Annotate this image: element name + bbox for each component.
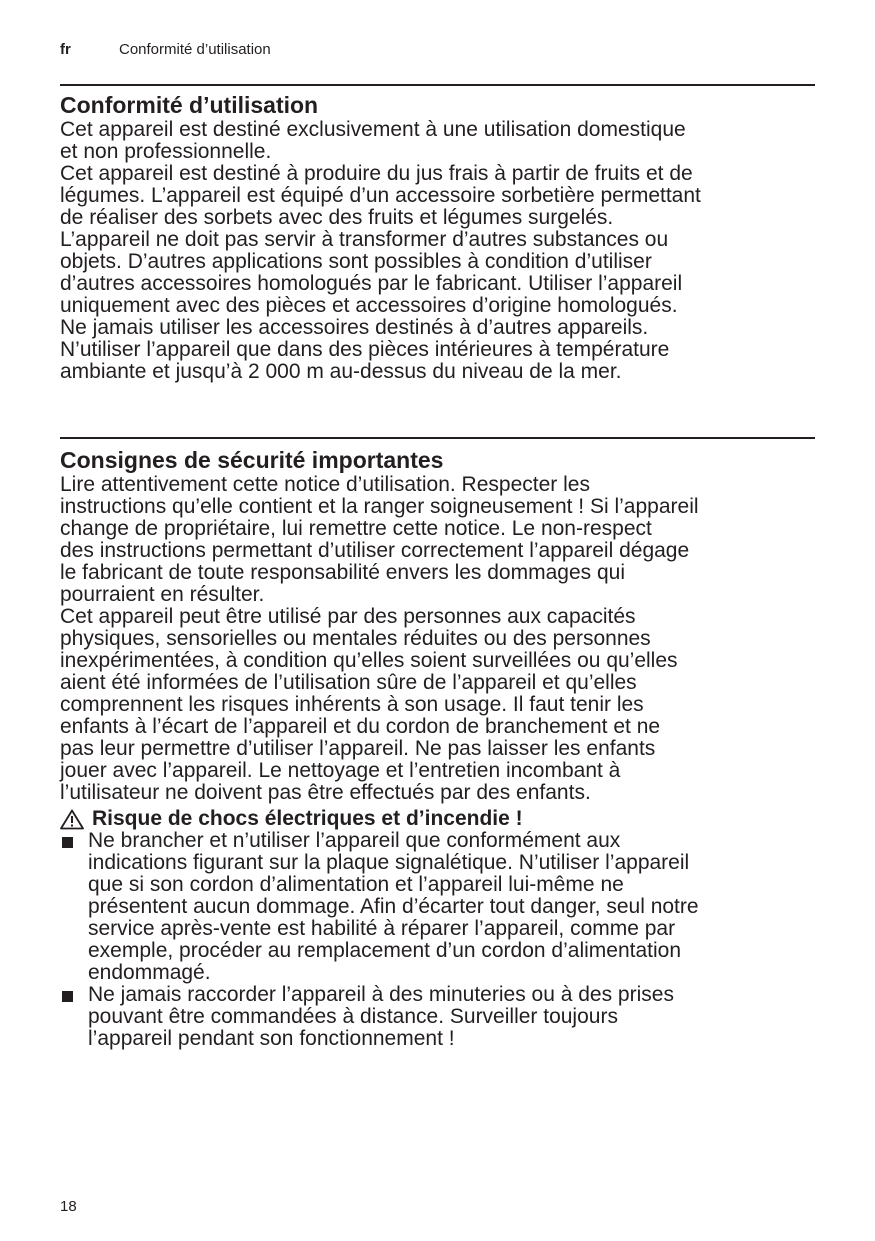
section-heading: Consignes de sécurité importantes xyxy=(60,447,444,473)
text-line: légumes. L’appareil est équipé d’un accessoire sorbetière permettant xyxy=(60,184,701,207)
text-line: jouer avec l’appareil. Le nettoyage et l’entretien incombant à xyxy=(60,759,621,782)
text-line: l’appareil pendant son fonctionnement ! xyxy=(88,1027,455,1050)
text-line: pas leur permettre d’utiliser l’appareil. Ne pas laisser les enfants xyxy=(60,737,656,760)
text-line: exemple, procéder au remplacement d’un cordon d’alimentation xyxy=(88,939,682,962)
text-line: L’appareil ne doit pas servir à transformer d’autres substances ou xyxy=(60,228,669,251)
text-line: Ne brancher et n’utiliser l’appareil que conformément aux xyxy=(88,829,621,852)
text-line: le fabricant de toute responsabilité envers les dommages qui xyxy=(60,561,625,584)
text-line: d’autres accessoires homologués par le fabricant. Utiliser l’appareil xyxy=(60,272,683,295)
section-body xyxy=(60,474,820,804)
text-line: enfants à l’écart de l’appareil et du cordon de branchement et ne xyxy=(60,715,661,738)
text-line: aient été informées de l’utilisation sûre de l’appareil et qu’elles xyxy=(60,671,637,694)
page-number: 18 xyxy=(60,1198,77,1215)
text-line: service après-vente est habilité à réparer l’appareil, comme par xyxy=(88,917,676,940)
running-header-title: Conformité d’utilisation xyxy=(119,41,271,58)
section-body xyxy=(60,119,820,383)
text-line: instructions qu’elle contient et la ranger soigneusement ! Si l’appareil xyxy=(60,495,699,518)
warning-triangle-icon xyxy=(60,809,84,830)
text-line: objets. D’autres applications sont possibles à condition d’utiliser xyxy=(60,250,652,273)
section-intended-use xyxy=(60,91,820,383)
text-line: physiques, sensorielles ou mentales réduites ou des personnes xyxy=(60,627,651,650)
list-item xyxy=(60,984,820,1050)
text-line: pouvant être commandées à distance. Surveiller toujours xyxy=(88,1005,618,1028)
warning-list xyxy=(60,830,820,1050)
text-line: inexpérimentées, à condition qu’elles soient surveillées ou qu’elles xyxy=(60,649,678,672)
text-line: Ne jamais raccorder l’appareil à des minuteries ou à des prises xyxy=(88,983,674,1006)
text-line: que si son cordon d’alimentation et l’appareil lui-même ne xyxy=(88,873,624,896)
text-line: endommagé. xyxy=(88,961,211,984)
text-line: Cet appareil est destiné exclusivement à une utilisation domestique xyxy=(60,118,686,141)
text-line: Cet appareil est destiné à produire du jus frais à partir de fruits et de xyxy=(60,162,693,185)
text-line: pourraient en résulter. xyxy=(60,583,265,606)
divider xyxy=(60,84,815,86)
text-line: N’utiliser l’appareil que dans des pièces intérieures à température xyxy=(60,338,670,361)
text-line: présentent aucun dommage. Afin d’écarter tout danger, seul notre xyxy=(88,895,699,918)
text-line: Cet appareil peut être utilisé par des personnes aux capacités xyxy=(60,605,636,628)
text-line: de réaliser des sorbets avec des fruits et légumes surgelés. xyxy=(60,206,614,229)
section-safety xyxy=(60,446,820,1050)
text-line: change de propriétaire, lui remettre cette notice. Le non-respect xyxy=(60,517,652,540)
text-line: indications figurant sur la plaque signalétique. N’utiliser l’appareil xyxy=(88,851,690,874)
text-line: uniquement avec des pièces et accessoires d’origine homologués. xyxy=(60,294,678,317)
text-line: comprennent les risques inhérents à son usage. Il faut tenir les xyxy=(60,693,644,716)
text-line: et non professionnelle. xyxy=(60,140,272,163)
text-line: Ne jamais utiliser les accessoires destinés à d’autres appareils. xyxy=(60,316,649,339)
divider xyxy=(60,437,815,439)
warning-heading: Risque de chocs électriques et d’incendie ! xyxy=(60,808,820,830)
section-heading: Conformité d’utilisation xyxy=(60,92,319,118)
text-line: ambiante et jusqu’à 2 000 m au-dessus du niveau de la mer. xyxy=(60,360,622,383)
text-line: Lire attentivement cette notice d’utilisation. Respecter les xyxy=(60,473,590,496)
language-code: fr xyxy=(60,41,71,58)
text-line: l’utilisateur ne doivent pas être effectués par des enfants. xyxy=(60,781,591,804)
list-item xyxy=(60,830,820,984)
bullet-square-icon xyxy=(62,837,73,848)
bullet-square-icon xyxy=(62,991,73,1002)
text-line: des instructions permettant d’utiliser correctement l’appareil dégage xyxy=(60,539,690,562)
